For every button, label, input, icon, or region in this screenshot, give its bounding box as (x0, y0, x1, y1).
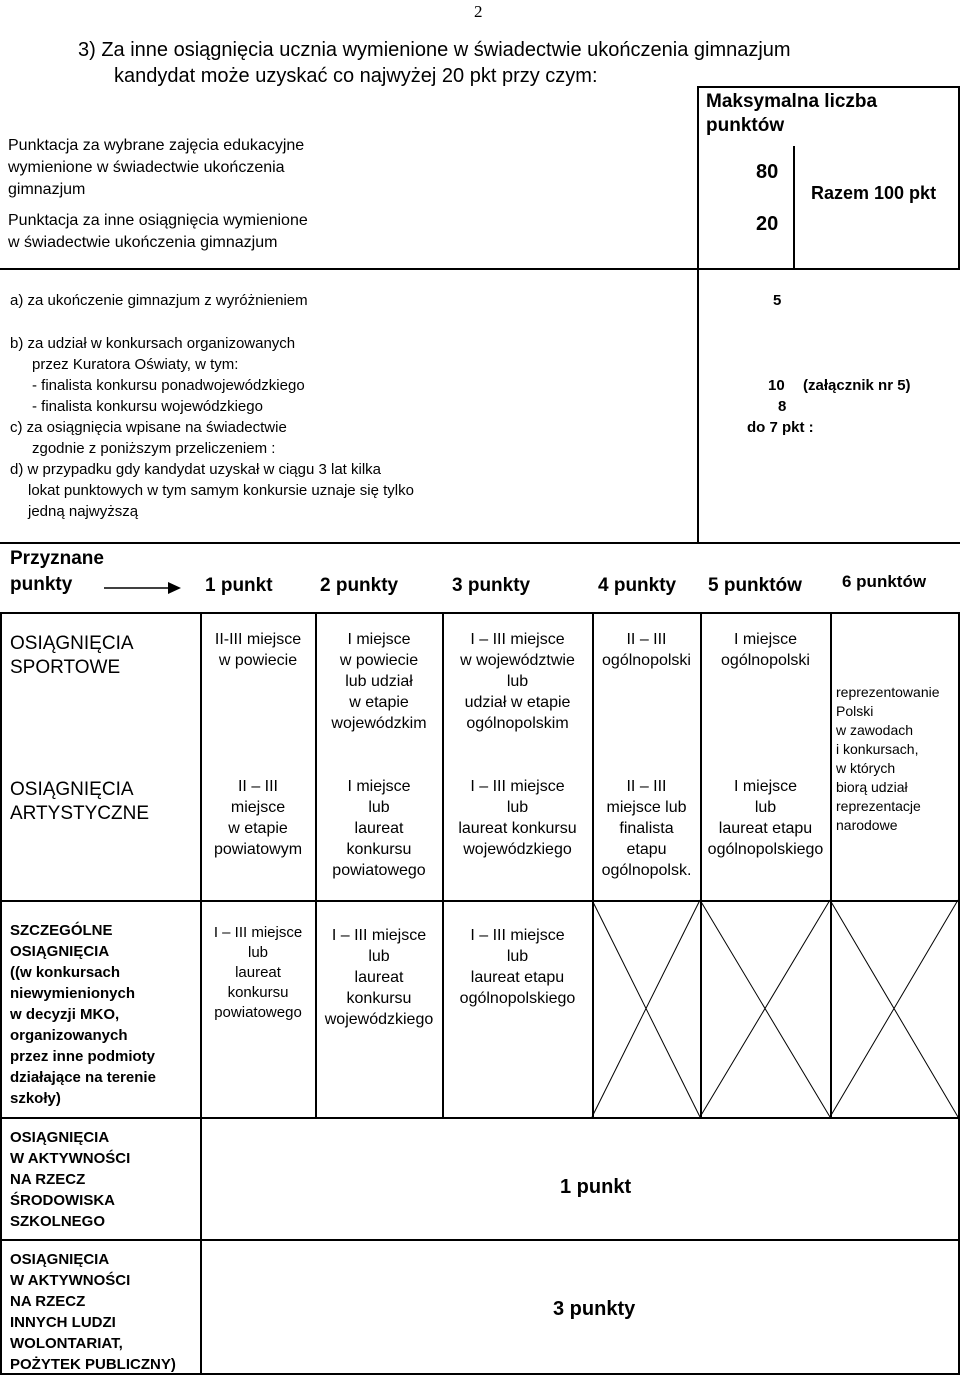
points-woj: 8 (778, 398, 787, 415)
art-cell-4-line: etapu (626, 841, 667, 858)
art-cell-2-line: konkursu (346, 841, 412, 858)
criteria-line: zgodnie z poniższym przeliczeniem : (32, 440, 276, 457)
sport-cell-4-line: II – III (626, 631, 667, 648)
sport-cell-2-line: wojewódzkim (331, 715, 427, 732)
category-volunteer (10, 1249, 176, 1375)
category-special-line: OSIĄGNIĘCIA (10, 943, 110, 960)
section-heading-line1: 3) Za inne osiągnięcia ucznia wymienione w świadectwie ukończenia gimnazjum (78, 39, 791, 61)
sport-cell-3-line: w województwie (460, 652, 575, 669)
category-volunteer-line: OSIĄGNIĘCIA (10, 1251, 110, 1268)
points-col-1: 1 punkt (205, 575, 273, 596)
special-cell-2-line: konkursu (346, 990, 412, 1007)
category-special-line: szkoły) (10, 1090, 61, 1107)
points-ponad-note: (załącznik nr 5) (803, 377, 911, 394)
sport-cell-5-line: I miejsce (733, 631, 798, 648)
criterion-a-points: 5 (773, 292, 782, 309)
sport-cell-1-line: II-III miejsce (214, 631, 302, 648)
category-special-line: niewymienionych (10, 985, 136, 1002)
art-cell-3-line: lub (506, 799, 529, 816)
points-col-6: 6 punktów (842, 572, 927, 591)
art-cell-4-line: ogólnopolsk. (601, 862, 692, 879)
art-cell-5-line: I miejsce (733, 778, 798, 795)
special-cell-1-line: laureat (235, 964, 281, 981)
art-cell-5 (702, 776, 829, 860)
art-cell-4-line: miejsce lub (606, 799, 687, 816)
category-school-line: OSIĄGNIĘCIA (10, 1129, 110, 1146)
points-col-3: 3 punkty (452, 575, 531, 596)
school-points: 1 punkt (560, 1176, 632, 1198)
category-school-line: W AKTYWNOŚCI (10, 1150, 131, 1167)
sport-cell-5-line: ogólnopolski (721, 652, 810, 669)
category-school-line: NA RZECZ (10, 1171, 86, 1188)
special-cell-3 (444, 925, 591, 1009)
special-cell-2-line: wojewódzkiego (324, 1011, 434, 1028)
art-cell-5-line: ogólnopolskiego (707, 841, 824, 858)
volunteer-points: 3 punkty (553, 1298, 636, 1320)
sport-cell-5 (702, 629, 829, 671)
category-art-line: ARTYSTYCZNE (10, 803, 150, 824)
sport-cell-1 (202, 629, 314, 671)
art-cell-1-line: powiatowym (213, 841, 303, 858)
sport-cell-1-line: w powiecie (218, 652, 298, 669)
summary-row2-value: 20 (756, 213, 779, 235)
art-cell-5-line: lub (754, 799, 777, 816)
criteria-list (10, 333, 414, 522)
total-points: Razem 100 pkt (811, 183, 937, 203)
national-team-line: i konkursach, (836, 741, 919, 757)
special-cell-1-line: konkursu (227, 984, 289, 1001)
criterion-a: a) za ukończenie gimnazjum z wyróżnieniem (10, 292, 308, 309)
national-team-line: reprezentowanie (836, 684, 940, 700)
criteria-line: jedną najwyższą (28, 503, 139, 520)
national-team-line: w zawodach (836, 722, 914, 738)
category-art (10, 778, 149, 826)
art-cell-1-line: miejsce (230, 799, 286, 816)
summary-row2-line: Punktacja za inne osiągnięcia wymienione (8, 212, 308, 229)
special-cell-1-line: powiatowego (214, 1004, 302, 1021)
section-heading (78, 37, 791, 89)
art-cell-4-line: finalista (619, 820, 674, 837)
section-heading-line2: kandydat może uzyskać co najwyżej 20 pkt przy czym: (114, 65, 598, 87)
special-cell-2 (317, 925, 441, 1030)
art-cell-1-line: w etapie (228, 820, 288, 837)
sport-cell-3-line: ogólnopolskim (466, 715, 569, 732)
summary-row2-line: w świadectwie ukończenia gimnazjum (8, 234, 278, 251)
points-c: do 7 pkt : (747, 419, 814, 436)
sport-cell-2-line: I miejsce (347, 631, 411, 648)
art-cell-3-line: I – III miejsce (470, 778, 565, 795)
criteria-line: przez Kuratora Oświaty, w tym: (32, 356, 239, 373)
sport-cell-3-line: udział w etapie (464, 694, 571, 711)
awarded-points-label (10, 546, 104, 598)
art-cell-4 (594, 776, 699, 881)
art-cell-2-line: powiatowego (332, 862, 426, 879)
awarded-points-label-line1: Przyznane (10, 548, 104, 569)
special-cell-1 (202, 923, 314, 1023)
summary-row1-label (8, 135, 304, 201)
not-applicable-crosses (592, 900, 958, 1117)
national-team-line: biorą udział (836, 779, 908, 795)
sport-cell-2 (317, 629, 441, 734)
national-team-line: narodowe (836, 817, 898, 833)
sport-cell-2-line: w etapie (349, 694, 409, 711)
special-cell-1-line: I – III miejsce (213, 924, 303, 941)
points-col-2: 2 punkty (320, 575, 399, 596)
category-school-line: SZKOLNEGO (10, 1213, 106, 1230)
summary-row2-label (8, 210, 308, 254)
category-art-line: OSIĄGNIĘCIA (10, 779, 134, 800)
category-sport (10, 632, 134, 680)
category-volunteer-line: WOLONTARIAT, (10, 1335, 123, 1352)
special-cell-2-line: laureat (354, 969, 404, 986)
category-special-line: ((w konkursach (10, 964, 121, 981)
sport-cell-3-line: lub (506, 673, 529, 690)
art-cell-1 (202, 776, 314, 860)
special-cell-3-line: I – III miejsce (470, 927, 565, 944)
criteria-line: - finalista konkursu ponadwojewódzkiego (32, 377, 305, 394)
category-sport-line: SPORTOWE (10, 657, 121, 678)
special-cell-2-line: lub (368, 948, 390, 965)
art-cell-3 (444, 776, 591, 860)
art-cell-2-line: laureat (354, 820, 404, 837)
criteria-line: c) za osiągnięcia wpisane na świadectwie (10, 419, 287, 436)
special-cell-3-line: lub (506, 948, 529, 965)
summary-row1-value: 80 (756, 161, 779, 183)
max-points-header-line2: punktów (706, 115, 785, 136)
points-col-4: 4 punkty (598, 575, 677, 596)
category-school-line: ŚRODOWISKA (10, 1192, 115, 1209)
criteria-line: d) w przypadku gdy kandydat uzyskał w ciągu 3 lat kilka (10, 461, 382, 478)
criteria-line: lokat punktowych w tym samym konkursie uznaje się tylko (28, 482, 414, 499)
special-cell-3-line: laureat etapu (470, 969, 565, 986)
max-points-header (706, 90, 877, 138)
points-col-5: 5 punktów (708, 575, 802, 596)
national-team-line: w których (836, 760, 896, 776)
sport-cell-3 (444, 629, 591, 734)
sport-cell-2-line: w powiecie (339, 652, 419, 669)
art-cell-2 (317, 776, 441, 881)
art-cell-4-line: II – III (626, 778, 667, 795)
category-special-line: działające na terenie (10, 1069, 156, 1086)
max-points-header-line1: Maksymalna liczba (706, 91, 878, 112)
art-cell-3-line: wojewódzkiego (463, 841, 572, 858)
category-volunteer-line: POŻYTEK PUBLICZNY) (10, 1356, 176, 1373)
points-ponad: 10 (768, 377, 785, 394)
special-cell-2-line: I – III miejsce (331, 927, 427, 944)
page-number: 2 (474, 2, 483, 21)
national-team-cell (832, 683, 960, 835)
art-cell-1-line: II – III (237, 778, 278, 795)
criteria-line: b) za udział w konkursach organizowanych (10, 335, 296, 352)
category-volunteer-line: NA RZECZ (10, 1293, 86, 1310)
summary-row1-line: wymienione w świadectwie ukończenia (8, 159, 285, 176)
category-special-line: w decyzji MKO, (10, 1006, 120, 1023)
awarded-points-label-line2: punkty (10, 574, 73, 595)
category-school (10, 1127, 130, 1232)
category-special-line: SZCZEGÓLNE (10, 922, 113, 939)
category-volunteer-line: INNYCH LUDZI (10, 1314, 116, 1331)
special-cell-1-line: lub (247, 944, 269, 961)
special-cell-3-line: ogólnopolskiego (459, 990, 576, 1007)
summary-row1-line: gimnazjum (8, 181, 86, 198)
category-volunteer-line: W AKTYWNOŚCI (10, 1272, 131, 1289)
art-cell-2-line: I miejsce (347, 778, 411, 795)
category-sport-line: OSIĄGNIĘCIA (10, 633, 134, 654)
summary-row1-line: Punktacja za wybrane zajęcia edukacyjne (8, 137, 305, 154)
national-team-line: reprezentacje (836, 798, 921, 814)
art-cell-3-line: laureat konkursu (458, 820, 577, 837)
sport-cell-3-line: I – III miejsce (470, 631, 565, 648)
art-cell-5-line: laureat etapu (718, 820, 813, 837)
criteria-line: - finalista konkursu wojewódzkiego (32, 398, 263, 415)
category-special (10, 920, 156, 1109)
sport-cell-4-line: ogólnopolski (602, 652, 691, 669)
category-special-line: przez inne podmioty (10, 1048, 156, 1065)
category-special-line: organizowanych (10, 1027, 128, 1044)
art-cell-2-line: lub (368, 799, 390, 816)
arrow-right-icon (104, 580, 184, 596)
sport-cell-2-line: lub udział (345, 673, 413, 690)
national-team-line: Polski (836, 703, 874, 719)
sport-cell-4 (594, 629, 699, 671)
